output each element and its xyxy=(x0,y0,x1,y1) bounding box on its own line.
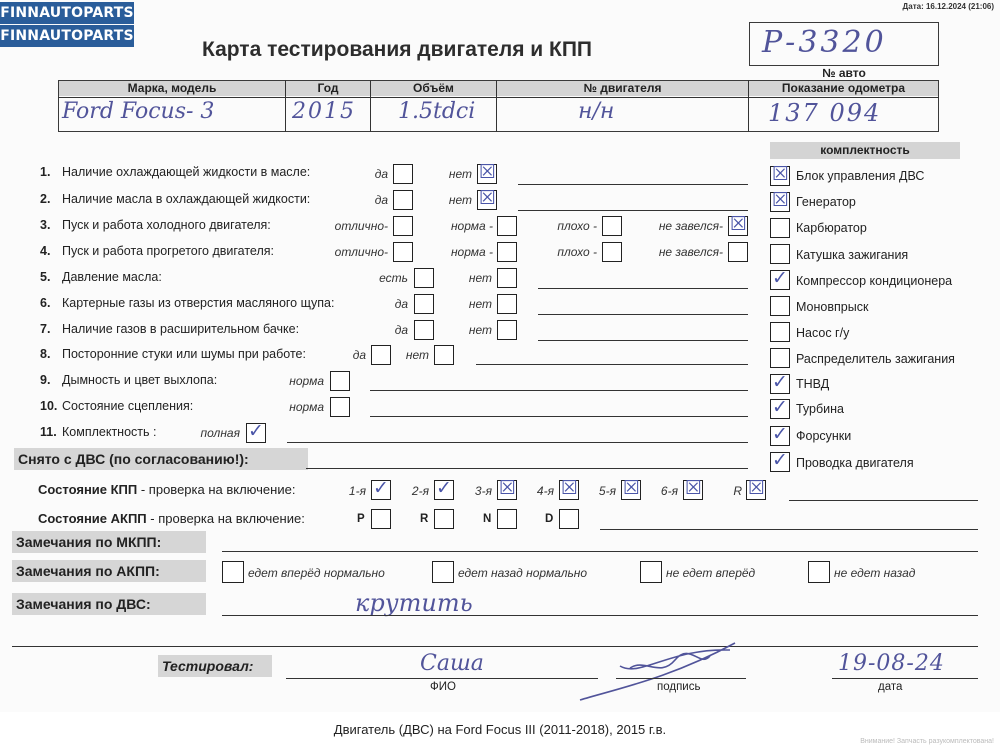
opt-da: да xyxy=(394,297,408,311)
komp-label: ТНВД xyxy=(796,377,830,391)
logo-top: FINNAUTOPARTS xyxy=(0,2,134,24)
signature-label: подпись xyxy=(657,681,701,693)
komp-label: Моновпрыск xyxy=(796,300,869,314)
opt-net: нет xyxy=(405,348,429,362)
question-5: 5. Давление масла: xyxy=(40,270,162,284)
q11-polnaya-checkbox[interactable] xyxy=(246,420,266,443)
komp-label: Распределитель зажигания xyxy=(796,352,955,366)
question-9: 9. Дымность и цвет выхлопа: xyxy=(40,373,218,387)
akpp-backward-normal-checkbox[interactable] xyxy=(432,561,454,583)
q2-answer-line xyxy=(518,210,748,211)
opt-net: нет xyxy=(468,297,492,311)
komp-checkbox-monoinjection[interactable] xyxy=(770,296,790,316)
remarks-dvs-line xyxy=(222,615,978,616)
opt-da: да xyxy=(374,193,388,207)
akpp-position-label: D xyxy=(545,513,554,525)
cross-mark: ☒ xyxy=(479,161,497,183)
akpp-no-backward-checkbox[interactable] xyxy=(808,561,830,583)
q8-answer-line xyxy=(476,364,748,365)
gear-3-checkbox[interactable] xyxy=(497,477,517,500)
q6-da-checkbox[interactable] xyxy=(414,294,434,314)
opt-da: да xyxy=(374,167,388,181)
gear-label: 4-я xyxy=(536,484,554,498)
check-mark: ✓ xyxy=(436,477,452,499)
opt-otlichno: отлично- xyxy=(334,219,388,233)
gear-5-checkbox[interactable] xyxy=(621,477,641,500)
komp-label: Проводка двигателя xyxy=(796,456,914,470)
remarks-dvs-handwritten: крутить xyxy=(355,589,473,617)
fio-line xyxy=(286,678,598,679)
q10-answer-line xyxy=(370,416,748,417)
q1-net-checkbox[interactable] xyxy=(477,161,497,184)
q3-ploho-checkbox[interactable] xyxy=(602,216,622,236)
komp-checkbox-ps-pump[interactable] xyxy=(770,322,790,342)
question-2: 2. Наличие масла в охлаждающей жидкости: xyxy=(40,192,311,206)
row-divider xyxy=(58,97,939,98)
cross-mark: ☒ xyxy=(772,189,790,211)
opt-norma: норма xyxy=(289,400,324,414)
akpp-option-label: не едет вперёд xyxy=(666,566,756,580)
opt-ploho: плохо - xyxy=(557,245,597,259)
komp-checkbox-turbo[interactable] xyxy=(770,396,790,419)
check-mark: ✓ xyxy=(772,371,788,393)
remarks-mkpp-header: Замечания по МКПП: xyxy=(12,531,206,553)
komp-checkbox-generator[interactable] xyxy=(770,189,790,212)
gear-label: 5-я xyxy=(598,484,616,498)
date-handwritten: 19-08-24 xyxy=(838,651,945,676)
komp-label: Катушка зажигания xyxy=(796,248,909,262)
col-divider xyxy=(748,80,749,132)
col-divider xyxy=(285,80,286,132)
question-10: 10. Состояние сцепления: xyxy=(40,399,194,413)
opt-polnaya: полная xyxy=(200,426,240,440)
q5-answer-line xyxy=(538,288,748,289)
hdr-year: Год xyxy=(286,81,370,96)
q8-net-checkbox[interactable] xyxy=(434,345,454,365)
opt-da: да xyxy=(352,348,366,362)
question-3: 3. Пуск и работа холодного двигателя: xyxy=(40,218,271,232)
komp-checkbox-carburetor[interactable] xyxy=(770,218,790,238)
cross-mark: ☒ xyxy=(623,477,641,499)
gear-label: 2-я xyxy=(411,484,429,498)
q8-da-checkbox[interactable] xyxy=(371,345,391,365)
komp-checkbox-ecu[interactable] xyxy=(770,163,790,186)
check-mark: ✓ xyxy=(772,267,788,289)
gear-label: 1-я xyxy=(348,484,366,498)
check-mark: ✓ xyxy=(248,420,264,442)
question-1: 1. Наличие охлаждающей жидкости в масле: xyxy=(40,165,311,179)
q6-net-checkbox[interactable] xyxy=(497,294,517,314)
cross-mark: ☒ xyxy=(479,187,497,209)
komp-checkbox-injectors[interactable] xyxy=(770,423,790,446)
komp-checkbox-wiring[interactable] xyxy=(770,449,790,472)
question-8: 8. Посторонние стуки или шумы при работе: xyxy=(40,347,306,361)
akpp-d-checkbox[interactable] xyxy=(559,509,579,529)
image-caption: Двигатель (ДВС) на Ford Focus III (2011-2018), 2015 г.в. xyxy=(333,722,667,737)
question-6: 6. Картерные газы из отверстия масляного щупа: xyxy=(40,296,335,310)
q4-ne-zavelsya-checkbox[interactable] xyxy=(728,242,748,262)
gear-4-checkbox[interactable] xyxy=(559,477,579,500)
gear-2-checkbox[interactable] xyxy=(434,477,454,500)
q4-otlichno-checkbox[interactable] xyxy=(393,242,413,262)
akpp-label: Состояние АКПП - проверка на включение: xyxy=(38,511,305,526)
komp-label: Турбина xyxy=(796,402,844,416)
akpp-n-checkbox[interactable] xyxy=(497,509,517,529)
fio-handwritten: Саша xyxy=(420,651,484,676)
komp-label: Блок управления ДВС xyxy=(796,169,925,183)
q3-norma-checkbox[interactable] xyxy=(497,216,517,236)
q4-norma-checkbox[interactable] xyxy=(497,242,517,262)
kpp-label: Состояние КПП - проверка на включение: xyxy=(38,482,296,497)
remarks-extra-line xyxy=(12,646,978,647)
opt-net: нет xyxy=(448,193,472,207)
col-divider xyxy=(496,80,497,132)
check-mark: ✓ xyxy=(373,477,389,499)
q5-est-checkbox[interactable] xyxy=(414,268,434,288)
komp-label: Насос г/у xyxy=(796,326,850,340)
q7-da-checkbox[interactable] xyxy=(414,320,434,340)
watermark: Внимание! Запчасть разукомплектована! xyxy=(860,738,994,745)
opt-net: нет xyxy=(448,167,472,181)
value-volume: 1.5tdci xyxy=(398,99,476,124)
signature-line xyxy=(616,678,746,679)
akpp-position-label: P xyxy=(357,513,365,525)
check-mark: ✓ xyxy=(772,396,788,418)
opt-est: есть xyxy=(379,271,408,285)
gear-label: R xyxy=(733,484,742,498)
komplektnost-header: комплектность xyxy=(770,142,960,159)
fio-label: ФИО xyxy=(430,681,456,693)
opt-ne-zavelsya: не завелся- xyxy=(658,219,723,233)
q4-ploho-checkbox[interactable] xyxy=(602,242,622,262)
gear-label: 6-я xyxy=(660,484,678,498)
q10-norma-checkbox[interactable] xyxy=(330,397,350,417)
auto-number-box xyxy=(749,22,939,66)
akpp-option-label: едет вперёд нормально xyxy=(248,566,385,580)
check-mark: ✓ xyxy=(772,423,788,445)
opt-norma: норма - xyxy=(450,219,493,233)
q2-da-checkbox[interactable] xyxy=(393,190,413,210)
hdr-volume: Объём xyxy=(371,81,496,96)
q3-otlichno-checkbox[interactable] xyxy=(393,216,413,236)
komp-label: Компрессор кондиционера xyxy=(796,274,953,288)
opt-otlichno: отлично- xyxy=(334,245,388,259)
snyato-header: Снято с ДВС (по согласованию!): xyxy=(14,448,308,470)
opt-norma: норма xyxy=(289,374,324,388)
komp-checkbox-ignition-coil[interactable] xyxy=(770,244,790,264)
cross-mark: ☒ xyxy=(772,163,790,185)
q3-ne-zavelsya-checkbox[interactable] xyxy=(728,213,748,236)
komp-checkbox-injection-pump[interactable] xyxy=(770,371,790,394)
q9-norma-checkbox[interactable] xyxy=(330,371,350,391)
gear-1-checkbox[interactable] xyxy=(371,477,391,500)
hdr-odometer: Показание одометра xyxy=(749,81,938,96)
date-stamp: Дата: 16.12.2024 (21:06) xyxy=(902,2,994,11)
akpp-option-label: не едет назад xyxy=(834,566,916,580)
akpp-position-label: R xyxy=(420,513,429,525)
q2-net-checkbox[interactable] xyxy=(477,187,497,210)
remarks-akpp-header: Замечания по АКПП: xyxy=(12,560,206,582)
auto-number-label: № авто xyxy=(822,66,866,80)
logo-bottom: FINNAUTOPARTS xyxy=(0,25,134,47)
question-7: 7. Наличие газов в расширительном бачке: xyxy=(40,322,300,336)
komp-label: Генератор xyxy=(796,195,856,209)
opt-ploho: плохо - xyxy=(557,219,597,233)
cross-mark: ☒ xyxy=(685,477,703,499)
gear-6-checkbox[interactable] xyxy=(683,477,703,500)
value-engine-number: н/н xyxy=(578,99,615,124)
check-mark: ✓ xyxy=(772,449,788,471)
gear-label: 3-я xyxy=(474,484,492,498)
hdr-make-model: Марка, модель xyxy=(59,81,285,96)
snyato-answer-line xyxy=(306,468,748,469)
komp-checkbox-distributor[interactable] xyxy=(770,348,790,368)
cross-mark: ☒ xyxy=(730,213,748,235)
q7-net-checkbox[interactable] xyxy=(497,320,517,340)
akpp-r-checkbox[interactable] xyxy=(434,509,454,529)
page-title: Карта тестирования двигателя и КПП xyxy=(202,38,593,61)
q9-answer-line xyxy=(370,390,748,391)
cross-mark: ☒ xyxy=(748,477,766,499)
akpp-position-label: N xyxy=(483,513,492,525)
question-11: 11. Комплектность : xyxy=(40,425,157,439)
q1-answer-line xyxy=(518,184,748,185)
col-divider xyxy=(370,80,371,132)
value-make-model: Ford Focus- 3 xyxy=(62,99,215,124)
akpp-p-checkbox[interactable] xyxy=(371,509,391,529)
akpp-answer-line xyxy=(600,529,978,530)
komp-label: Форсунки xyxy=(796,429,852,443)
signature-scribble xyxy=(560,638,750,708)
remarks-mkpp-line xyxy=(222,551,978,552)
cross-mark: ☒ xyxy=(499,477,517,499)
question-4: 4. Пуск и работа прогретого двигателя: xyxy=(40,244,274,258)
opt-net: нет xyxy=(468,271,492,285)
opt-net: нет xyxy=(468,323,492,337)
gear-r-checkbox[interactable] xyxy=(746,477,766,500)
tested-by-label: Тестировал: xyxy=(158,655,272,677)
cross-mark: ☒ xyxy=(561,477,579,499)
akpp-no-forward-checkbox[interactable] xyxy=(640,561,662,583)
date-line xyxy=(832,678,978,679)
kpp-answer-line xyxy=(789,500,978,501)
komp-checkbox-ac-compressor[interactable] xyxy=(770,267,790,290)
date-label: дата xyxy=(878,681,903,693)
hdr-engine-number: № двигателя xyxy=(497,81,748,96)
q1-da-checkbox[interactable] xyxy=(393,164,413,184)
opt-ne-zavelsya: не завелся- xyxy=(658,245,723,259)
auto-number-value: Р-3320 xyxy=(762,25,887,60)
q5-net-checkbox[interactable] xyxy=(497,268,517,288)
value-year: 2015 xyxy=(292,99,356,124)
opt-da: да xyxy=(394,323,408,337)
komp-label: Карбюратор xyxy=(796,221,867,235)
q11-answer-line xyxy=(287,442,748,443)
q7-answer-line xyxy=(538,340,748,341)
akpp-option-label: едет назад нормально xyxy=(458,566,588,580)
q6-answer-line xyxy=(538,314,748,315)
value-odometer: 137 094 xyxy=(768,99,882,127)
opt-norma: норма - xyxy=(450,245,493,259)
akpp-forward-normal-checkbox[interactable] xyxy=(222,561,244,583)
remarks-dvs-header: Замечания по ДВС: xyxy=(12,593,206,615)
